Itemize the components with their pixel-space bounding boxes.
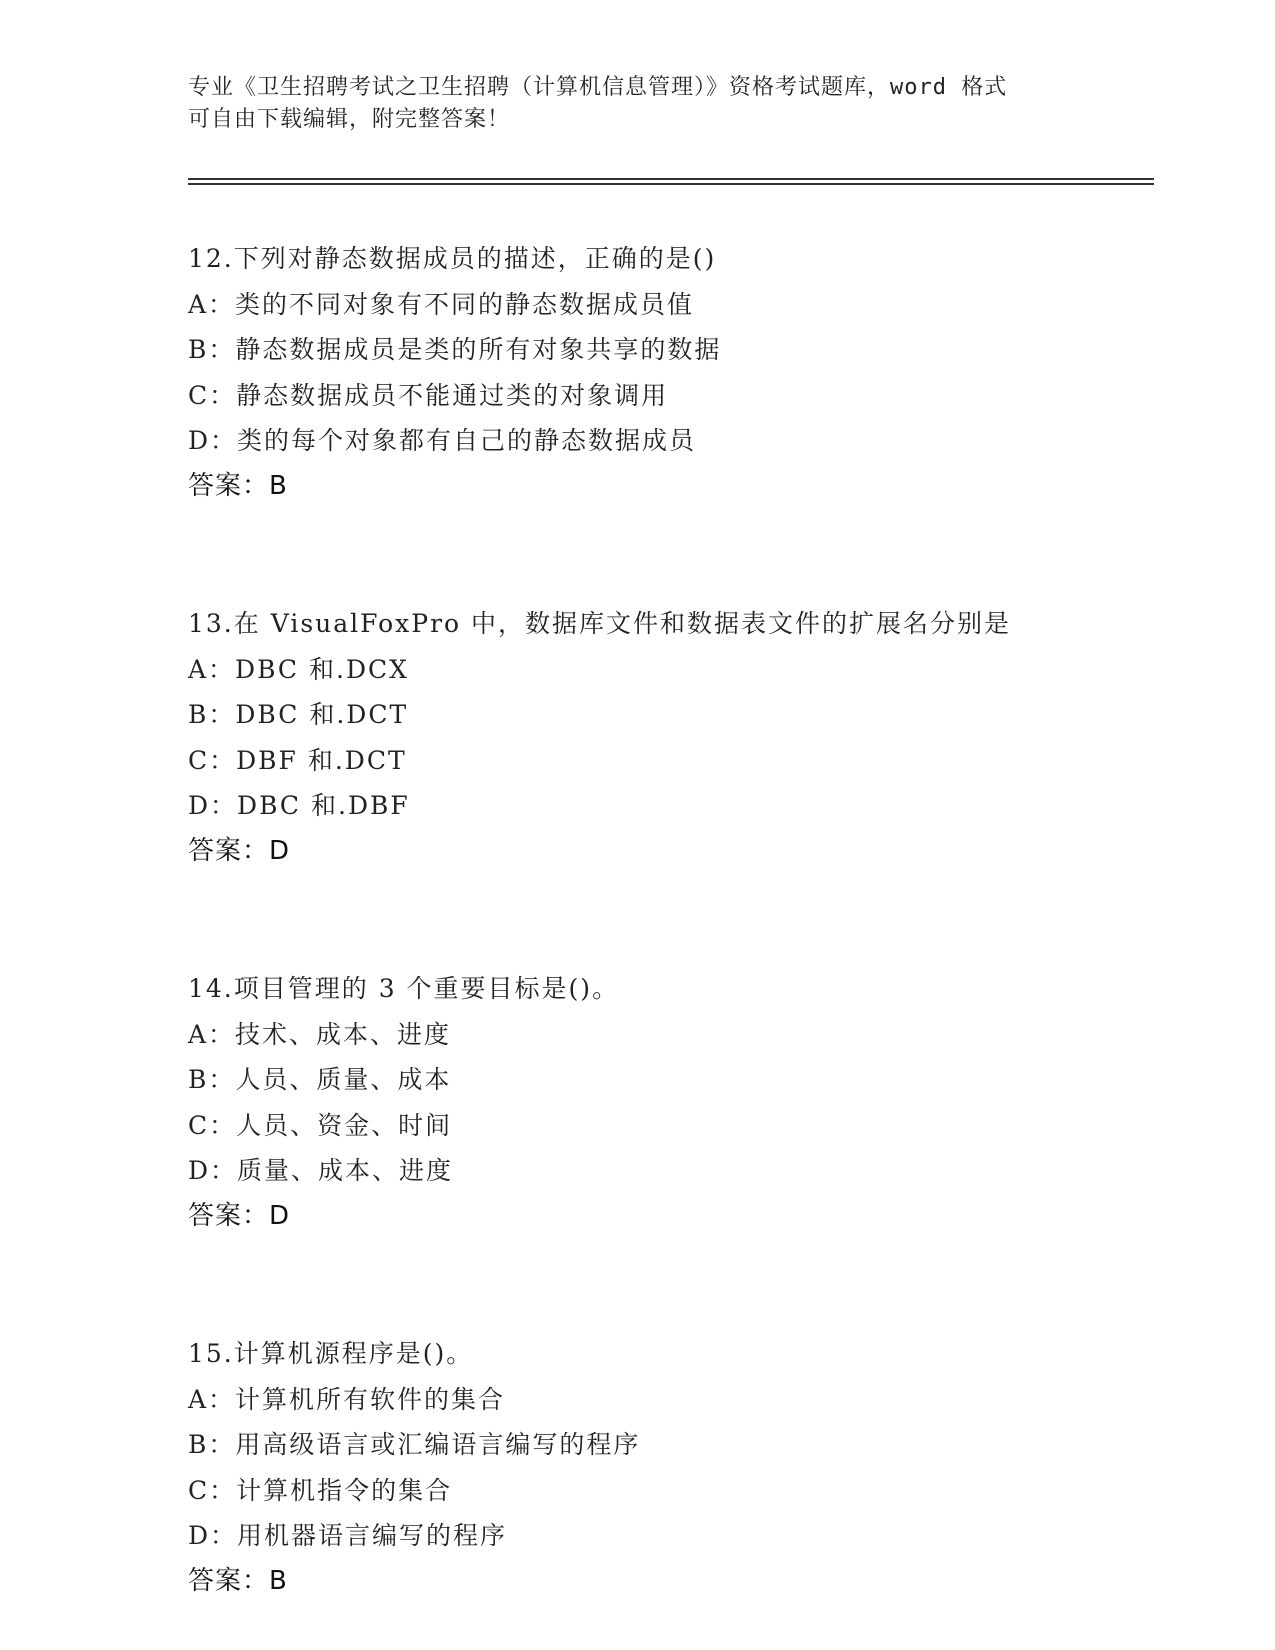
option-b: B：静态数据成员是类的所有对象共享的数据 — [188, 335, 722, 364]
option-d: D：质量、成本、进度 — [188, 1156, 454, 1185]
option-c: C：静态数据成员不能通过类的对象调用 — [188, 380, 669, 410]
question-stem: 12.下列对静态数据成员的描述，正确的是() — [188, 244, 717, 273]
option-c: C：计算机指令的集合 — [188, 1475, 453, 1505]
question-14 — [188, 966, 1148, 1239]
answer-line: 答案：B — [188, 1565, 288, 1596]
header-subtitle-line: 可自由下载编辑，附完整答案！ — [188, 107, 511, 132]
document-header — [188, 72, 1088, 136]
question-stem: 14.项目管理的 3 个重要目标是()。 — [188, 974, 620, 1003]
header-divider-top — [188, 178, 1154, 180]
question-stem: 13.在 VisualFoxPro 中，数据库文件和数据表文件的扩展名分别是 — [188, 609, 1012, 638]
option-b: B：人员、质量、成本 — [188, 1065, 452, 1094]
header-title-line: 专业《卫生招聘考试之卫生招聘（计算机信息管理）》资格考试题库，word 格式 — [188, 75, 1008, 100]
option-d: D：类的每个对象都有自己的静态数据成员 — [188, 426, 697, 455]
question-stem: 15.计算机源程序是()。 — [188, 1339, 474, 1368]
question-12 — [188, 236, 1148, 509]
header-divider-bottom — [188, 183, 1154, 185]
question-spacer — [188, 874, 1148, 966]
question-spacer — [188, 509, 1148, 601]
option-a: A：技术、成本、进度 — [188, 1019, 452, 1049]
option-a: A：类的不同对象有不同的静态数据成员值 — [188, 289, 695, 319]
option-d: D：用机器语言编写的程序 — [188, 1521, 508, 1550]
option-b: B：DBC 和.DCT — [188, 700, 409, 729]
option-d: D：DBC 和.DBF — [188, 791, 410, 820]
option-c: C：DBF 和.DCT — [188, 745, 407, 775]
answer-line: 答案：B — [188, 470, 288, 501]
question-15 — [188, 1331, 1148, 1604]
option-a: A：DBC 和.DCX — [188, 654, 409, 684]
option-c: C：人员、资金、时间 — [188, 1110, 453, 1140]
answer-line: 答案：D — [188, 1200, 291, 1231]
option-a: A：计算机所有软件的集合 — [188, 1384, 506, 1414]
option-b: B：用高级语言或汇编语言编写的程序 — [188, 1430, 641, 1459]
question-13 — [188, 601, 1148, 874]
question-spacer — [188, 1239, 1148, 1331]
answer-line: 答案：D — [188, 835, 291, 866]
question-list — [188, 236, 1148, 1604]
